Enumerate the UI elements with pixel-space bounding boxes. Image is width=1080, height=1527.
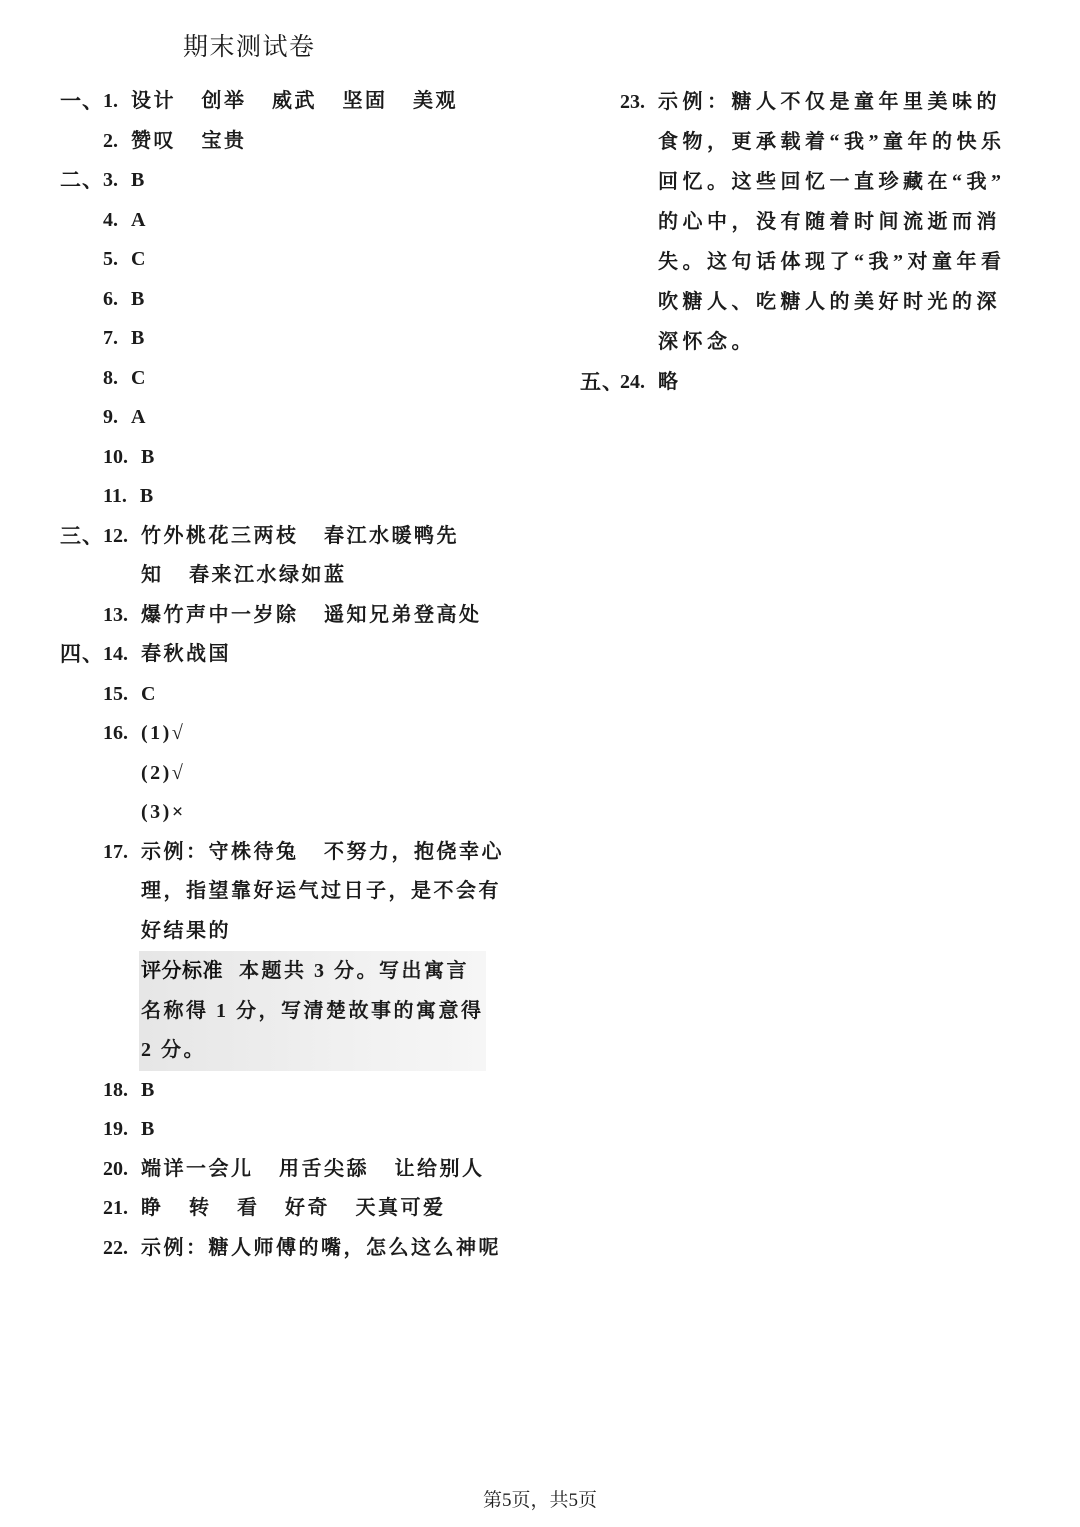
answer-item-11 <box>0 477 560 517</box>
answer-text <box>141 1150 485 1190</box>
question-number: 22. <box>103 1236 128 1259</box>
answer-text <box>141 1071 157 1111</box>
answer-line: 春秋战国 <box>141 643 231 665</box>
question-number: 15. <box>103 682 128 705</box>
answer-text <box>141 1189 446 1229</box>
answer-line: 失。这句话体现了“我”对童年看 <box>658 251 1006 273</box>
answer-text <box>141 1110 157 1150</box>
section-marker: 一、 <box>60 89 104 113</box>
scoring-line: 名称得 1 分，写清楚故事的寓意得 <box>141 999 484 1022</box>
answer-item-24 <box>0 362 1080 402</box>
answer-line: 竹外桃花三两枝 春江水暖鸭先 <box>141 524 459 547</box>
answer-item-9 <box>0 398 560 438</box>
section-marker: 四、 <box>60 642 104 666</box>
answer-line: B <box>131 327 147 349</box>
question-number: 1. <box>103 90 118 112</box>
answer-line: 睁 转 看 好奇 天真可爱 <box>141 1197 446 1219</box>
answer-item-18 <box>0 1071 560 1111</box>
answer-line: 知 春来江水绿如蓝 <box>141 564 347 586</box>
question-number: 3. <box>103 169 118 191</box>
answer-line: C <box>141 682 158 705</box>
question-number: 12. <box>103 524 128 547</box>
answer-text <box>141 596 482 636</box>
answer-item-10 <box>0 438 560 478</box>
answer-text <box>141 438 157 478</box>
scoring-criteria-box <box>139 951 486 1071</box>
answer-item-23 <box>0 82 1080 362</box>
answer-text <box>131 398 148 438</box>
answer-line: 食物，更承载着“我”童年的快乐 <box>658 131 1006 153</box>
answer-line: B <box>141 445 157 468</box>
answer-line: 回忆。这些回忆一直珍藏在“我” <box>658 171 1006 193</box>
question-number: 24. <box>620 371 645 393</box>
answer-text <box>141 635 231 675</box>
answer-text <box>141 1229 501 1269</box>
question-number: 14. <box>103 643 128 665</box>
answer-item-19 <box>0 1110 560 1150</box>
question-number: 13. <box>103 603 128 626</box>
answer-line: 的心中，没有随着时间流逝而消 <box>658 211 1001 233</box>
answer-text <box>141 675 158 715</box>
answer-line: 好结果的 <box>141 919 231 942</box>
question-number: 21. <box>103 1197 128 1219</box>
question-number: 7. <box>103 327 118 349</box>
answer-line: A <box>131 406 148 428</box>
answer-item-21 <box>0 1189 560 1229</box>
answer-item-14 <box>0 635 560 675</box>
answer-item-20 <box>0 1150 560 1190</box>
answer-line: B <box>141 1118 157 1140</box>
question-number: 23. <box>620 91 645 113</box>
answer-text <box>658 82 1006 362</box>
answer-line: 示例：糖人不仅是童年里美味的 <box>658 91 1001 113</box>
question-number: 11. <box>103 485 127 507</box>
question-number: 18. <box>103 1078 128 1101</box>
answer-line: B <box>131 169 147 191</box>
section-marker: 五、 <box>580 370 624 394</box>
answer-item-13 <box>0 596 560 636</box>
answer-line: B <box>141 1078 157 1101</box>
answer-item-16 <box>0 714 560 833</box>
answer-item-15 <box>0 675 560 715</box>
scoring-criteria-label: 评分标准 <box>141 958 223 982</box>
answer-text <box>141 517 459 596</box>
question-number: 9. <box>103 406 118 428</box>
answer-line: 吹糖人、吃糖人的美好时光的深 <box>658 291 1001 313</box>
answer-line: C <box>131 366 148 389</box>
answer-line: 深怀念。 <box>658 331 756 353</box>
answer-line: 示例：守株待兔 不努力，抱侥幸心 <box>141 840 504 863</box>
answer-line: C <box>131 248 148 270</box>
question-number: 10. <box>103 445 128 468</box>
answer-line: (2)√ <box>141 761 186 784</box>
page-footer: 第5页，共5页 <box>482 1490 597 1511</box>
question-number: 4. <box>103 208 118 231</box>
answer-line: 赞叹 宝贵 <box>131 129 247 152</box>
answer-text <box>141 714 186 833</box>
answer-line: 爆竹声中一岁除 遥知兄弟登高处 <box>141 603 482 626</box>
answer-line: (1)√ <box>141 722 186 744</box>
question-number: 20. <box>103 1157 128 1180</box>
answer-line: 端详一会儿 用舌尖舔 让给别人 <box>141 1157 485 1180</box>
answer-text <box>658 362 683 402</box>
scoring-text: 本题共 3 分。写出寓言 <box>239 960 469 982</box>
answer-item-22 <box>0 1229 560 1269</box>
answer-item-12 <box>0 517 560 596</box>
answer-item-17 <box>0 833 560 1071</box>
answer-line: 略 <box>658 371 683 393</box>
section-marker: 三、 <box>60 523 104 548</box>
right-column <box>0 82 1080 402</box>
answer-text <box>141 833 504 1071</box>
section-marker: 二、 <box>60 168 104 192</box>
answer-line: B <box>139 485 156 507</box>
answer-line: 理，指望靠好运气过日子，是不会有 <box>141 880 501 902</box>
question-number: 5. <box>103 248 118 270</box>
answer-line: 设计 创举 威武 坚固 美观 <box>131 90 458 112</box>
answer-line: A <box>131 208 148 231</box>
page-title: 期末测试卷 <box>183 34 316 61</box>
question-number: 6. <box>103 287 118 310</box>
answer-line: (3)× <box>141 801 186 823</box>
answer-line: B <box>131 287 147 310</box>
question-number: 17. <box>103 840 128 863</box>
scoring-line <box>141 951 486 992</box>
question-number: 8. <box>103 366 118 389</box>
question-number: 19. <box>103 1118 128 1140</box>
answer-line: 示例：糖人师傅的嘴，怎么这么神呢 <box>141 1236 501 1259</box>
answer-text <box>140 477 156 517</box>
scoring-line: 2 分。 <box>141 1039 206 1061</box>
question-number: 16. <box>103 722 128 744</box>
question-number: 2. <box>103 129 118 152</box>
